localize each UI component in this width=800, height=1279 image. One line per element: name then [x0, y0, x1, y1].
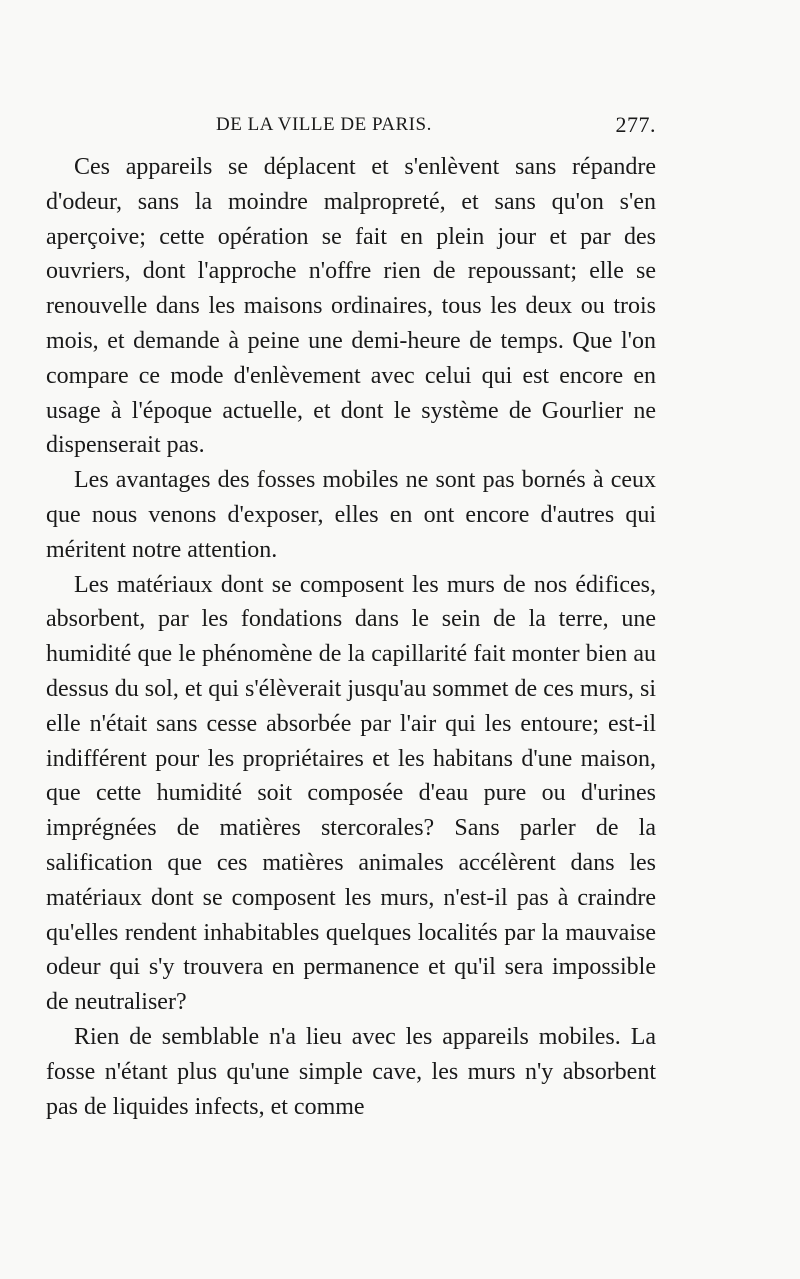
- paragraph-2: Les avantages des fosses mobiles ne sont pas bornés à ceux que nous venons d'exposer, elles en ont encore d'autres qui méritent notre attention.: [46, 467, 656, 563]
- paragraph-1: Ces appareils se déplacent et s'enlèvent sans répandre d'odeur, sans la moindre malpropreté, et sans qu'on s'en aperçoive; cette opération se fait en plein jour et par des ouvriers, dont l'approche n'offre rien de repoussant; elle se renouvelle dans les maisons ordinaires, tous les deux ou trois mois, et demande à peine une demi-heure de temps. Que l'on compare ce mode d'enlèvement avec celui qui est encore en usage à l'époque actuelle, et dont le système de Gourlier ne dispenserait pas.: [46, 154, 656, 459]
- paragraph-4: Rien de semblable n'a lieu avec les appareils mobiles. La fosse n'étant plus qu'une simple cave, les murs n'y absorbent pas de liquides infects, et comme: [46, 1023, 656, 1120]
- page-header: [46, 108, 656, 144]
- paragraph-3: Les matériaux dont se composent les murs de nos édifices, absorbent, par les fondations dans le sein de la terre, une humidité que le phénomène de la capillarité fait monter bien au dessus du sol, et qui s'élèverait jusqu'au sommet de ces murs, si elle n'était sans cesse absorbée par l'air qui les entoure; est-il indifférent pour les propriétaires et les habitans d'une maison, que cette humidité soit composée d'eau pure ou d'urines imprégnées de matières stercorales? Sans parler de la salification que ces matières animales accélèrent dans les matériaux dont se composent les murs, n'est-il pas à craindre qu'elles rendent inhabitables quelques localités par la mauvaise odeur qui s'y trouvera en permanence et qu'il sera impossible de neutraliser?: [46, 571, 656, 1016]
- running-head: DE LA VILLE DE PARIS.: [216, 114, 432, 135]
- body-text: [46, 150, 656, 1124]
- page-number: 277.: [615, 112, 656, 137]
